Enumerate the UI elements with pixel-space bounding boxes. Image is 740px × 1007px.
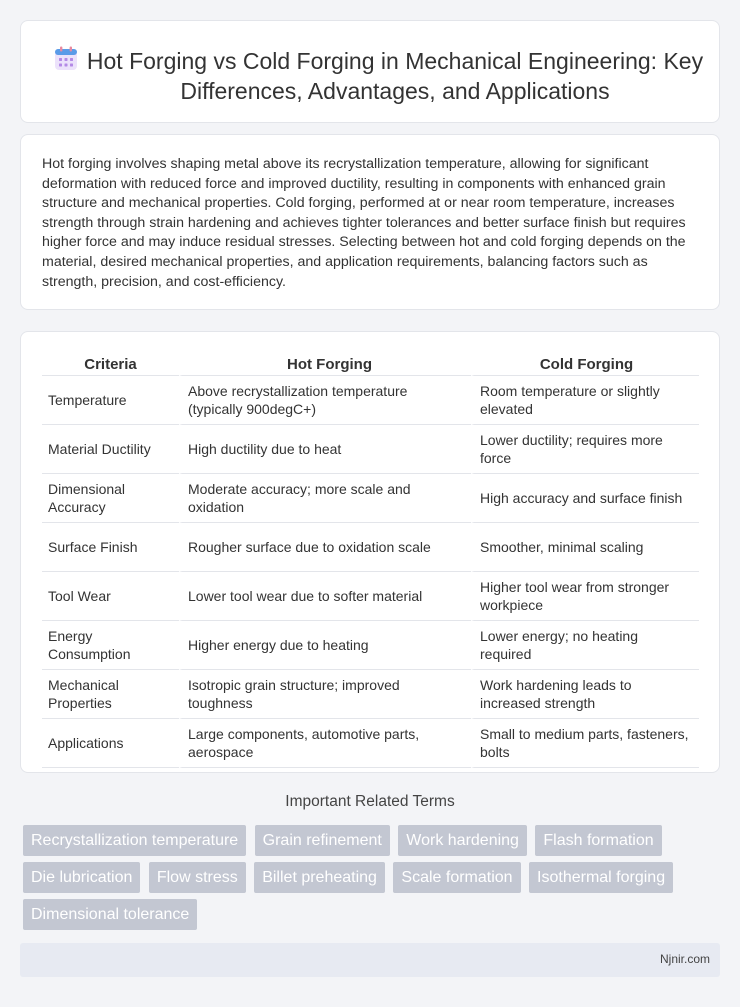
related-terms-list (23, 825, 713, 936)
cell-cold: Higher tool wear from stronger workpiece (471, 572, 699, 621)
cell-cold: Room temperature or slightly elevated (471, 376, 699, 425)
header-hot-forging: Hot Forging (179, 350, 471, 376)
page-title: Hot Forging vs Cold Forging in Mechanical Engineering: Key Differences, Advantages, and Applications (86, 48, 704, 104)
term-tag[interactable]: Grain refinement (255, 825, 390, 856)
header-cold-forging: Cold Forging (471, 350, 699, 376)
table-row (42, 621, 699, 670)
intro-paragraph: Hot forging involves shaping metal above its recrystallization temperature, allowing for significant deformation with reduced force and improved ductility, resulting in components with enhanced grain structure and mechanical properties. Cold forging, performed at or near room temperature, increases strength through strain hardening and achieves tighter tolerances and better surface finish but requires higher force and may induce residual stresses. Selecting between hot and cold forging depends on the material, desired mechanical properties, and application requirements, balancing factors such as strength, precision, and cost-efficiency. (42, 156, 686, 290)
title-card (20, 20, 720, 123)
cell-hot: Isotropic grain structure; improved toughness (179, 670, 471, 719)
cell-criteria: Applications (42, 719, 179, 768)
cell-hot: High ductility due to heat (179, 425, 471, 474)
cell-criteria: Dimensional Accuracy (42, 474, 179, 523)
cell-hot: Above recrystallization temperature (typically 900degC+) (179, 376, 471, 425)
cell-hot: Moderate accuracy; more scale and oxidation (179, 474, 471, 523)
term-tag[interactable]: Die lubrication (23, 862, 140, 893)
footer (20, 943, 720, 977)
header-criteria: Criteria (42, 350, 179, 376)
comparison-table (42, 350, 699, 768)
term-tag[interactable]: Scale formation (393, 862, 520, 893)
cell-hot: Large components, automotive parts, aerospace (179, 719, 471, 768)
cell-criteria: Temperature (42, 376, 179, 425)
table-row (42, 572, 699, 621)
table-row (42, 376, 699, 425)
cell-criteria: Mechanical Properties (42, 670, 179, 719)
table-row (42, 670, 699, 719)
table-row (42, 474, 699, 523)
related-terms-heading: Important Related Terms (285, 793, 455, 810)
cell-criteria: Surface Finish (42, 523, 179, 572)
cell-hot: Lower tool wear due to softer material (179, 572, 471, 621)
cell-criteria: Tool Wear (42, 572, 179, 621)
cell-cold: Work hardening leads to increased strength (471, 670, 699, 719)
cell-hot: Rougher surface due to oxidation scale (179, 523, 471, 572)
cell-cold: Small to medium parts, fasteners, bolts (471, 719, 699, 768)
cell-cold: Smoother, minimal scaling (471, 523, 699, 572)
cell-cold: Lower ductility; requires more force (471, 425, 699, 474)
comparison-table-card (20, 331, 720, 773)
cell-criteria: Energy Consumption (42, 621, 179, 670)
intro-card (20, 134, 720, 310)
cell-criteria: Material Ductility (42, 425, 179, 474)
cell-cold: Lower energy; no heating required (471, 621, 699, 670)
cell-cold: High accuracy and surface finish (471, 474, 699, 523)
term-tag[interactable]: Dimensional tolerance (23, 899, 197, 930)
cell-hot: Higher energy due to heating (179, 621, 471, 670)
footer-site-link[interactable]: Njnir.com (659, 952, 710, 966)
term-tag[interactable]: Flow stress (149, 862, 246, 893)
table-row (42, 719, 699, 768)
table-row (42, 425, 699, 474)
table-row (42, 523, 699, 572)
term-tag[interactable]: Recrystallization temperature (23, 825, 246, 856)
term-tag[interactable]: Flash formation (535, 825, 661, 856)
term-tag[interactable]: Billet preheating (254, 862, 385, 893)
table-header-row (42, 350, 699, 376)
term-tag[interactable]: Isothermal forging (529, 862, 673, 893)
term-tag[interactable]: Work hardening (398, 825, 527, 856)
